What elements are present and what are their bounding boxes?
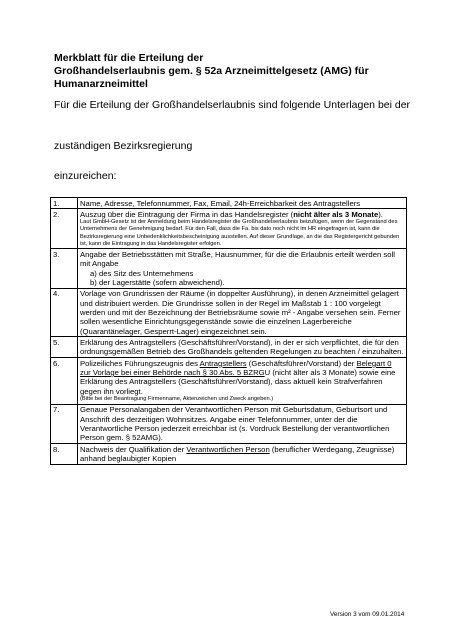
authority-paragraph: zuständigen Bezirksregierung [54,140,193,152]
item-number: 8. [51,444,78,465]
item-cell [78,358,407,404]
item-text: Auszug über die Eintragung der Firma in das Handelsregister ( [80,210,294,220]
item-underlined-text: Verantwortlichen Person [186,444,270,454]
item-bold-text: nicht älter als 3 Monate [293,210,379,220]
item-cell [78,249,407,288]
item-text: Vorlage von Grundrissen der Räume (in doppelter Ausführung), in denen Arzneimittel gelagert und distribuiert werden. Die Grundrisse sollen in der Regel im Maßstab 1 : 100 vorgelegt werden und mit der Bezeichnung der Betriebsräume sowie m² - Angabe versehen sein. Ferner sollen wesentliche Einrichtungsgegenstände sowie die einzelnen Lagerbereiche (Quarantänelager, Gesperrt-Lager) eingezeichnet sein. [78,288,407,337]
version-footer: Version 3 vom 09.01.2014 [330,611,405,618]
table-row [51,337,407,358]
item-number: 6. [51,358,78,404]
item-text: Nachweis der Qualifikation der [80,444,187,454]
document-title [54,52,414,91]
title-line-2: Großhandelserlaubnis gem. § 52a Arzneimittelgesetz (AMG) für [54,65,369,77]
item-text: Erklärung des Antragstellers (Geschäftsführer/Vorstand), in der er sich verpflichtet, die für den ordnungsgemäßen Betrieb des Großhandels geltenden Regelungen zu beachten / einzuhalten. [78,337,407,358]
item-text: (Geschäftsführer/Vorstand) der [246,358,357,368]
item-text: U (nicht älter als 3 Monate) sowie eine Erklärung des Antragstellers (Geschäftsführer/Vorstand), dass aktuell kein Strafverfahren gegen ihn vorliegt. [80,368,396,396]
item-cell [78,444,407,465]
item-text: Name, Adresse, Telefonnummer, Fax, Email, 24h-Erreichbarkeit des Antragstellers [78,198,407,209]
item-number: 2. [51,209,78,249]
item-number: 1. [51,198,78,209]
table-row [51,209,407,249]
item-cell [78,209,407,249]
item-note: Laut GmbH-Gesetz ist der Anmeldung beim Handelsregister die Großhandelserlaubnis beizufügen, wenn der Gegenstand des Unternehmens der Genehmigung bedarf. Für den Fall, dass die Fa. bis dato noch nicht im HR eingetragen ist, kann die Bezirksregierung eine Unbedenklichkeitsbescheinigung ausstellen. Auf dieser Grundlage, an die das Registergericht gebunden ist, kann die Eintragung in das Handelsregister erfolgen. [80,219,400,247]
item-sub-b: b) der Lagerstätte (sofern abweichend). [90,277,225,287]
item-text: Genaue Personalangaben der Verantwortlichen Person mit Geburtsdatum, Geburtsort und Anschrift des derzeitigen Wohnsitzes. Angabe einer Telefonnummer, unter der die Verantwortliche Person jederzeit erreichbar ist (s. Vordruck Bestellung der verantwortlichen Person gem. § 52AMG). [78,404,407,443]
item-text: ). [378,210,383,220]
item-underlined-text: Antragstellers [199,358,247,368]
item-text: Angabe der Betriebsstätten mit Straße, Hausnummer, für die die Erlaubnis erteilt werden soll mit Angabe [80,249,395,269]
title-line-1: Merkblatt für die Erteilung der [54,52,204,64]
table-row [51,249,407,288]
requirements-table [50,197,407,465]
item-text: (beruflicher Werdegang, Zeugnisse) anhand beglaubigter Kopien [80,444,395,463]
table-row [51,198,407,209]
title-line-3: Humanarzneimittel [54,78,148,90]
table-row [51,358,407,404]
item-underlined-text: Belegart 0 zur Vorlage bei einer Behörde nach § 30 Abs. 5 BZRG [80,358,392,378]
table-row [51,404,407,443]
table-row [51,288,407,337]
item-note: (Bitte bei der Beantragung Firmenname, Aktenzeichen und Zweck angeben.) [80,395,274,402]
item-number: 7. [51,404,78,443]
intro-paragraph: Für die Erteilung der Großhandelserlaubnis sind folgende Unterlagen bei der [54,99,411,111]
item-text: Polizeiliches Führungszeugnis des [80,358,200,368]
item-sub-a: a) des Sitz des Unternehmens [90,268,194,278]
item-number: 5. [51,337,78,358]
submit-paragraph: einzureichen: [54,170,117,182]
item-number: 3. [51,249,78,288]
table-row [51,444,407,465]
item-number: 4. [51,288,78,337]
